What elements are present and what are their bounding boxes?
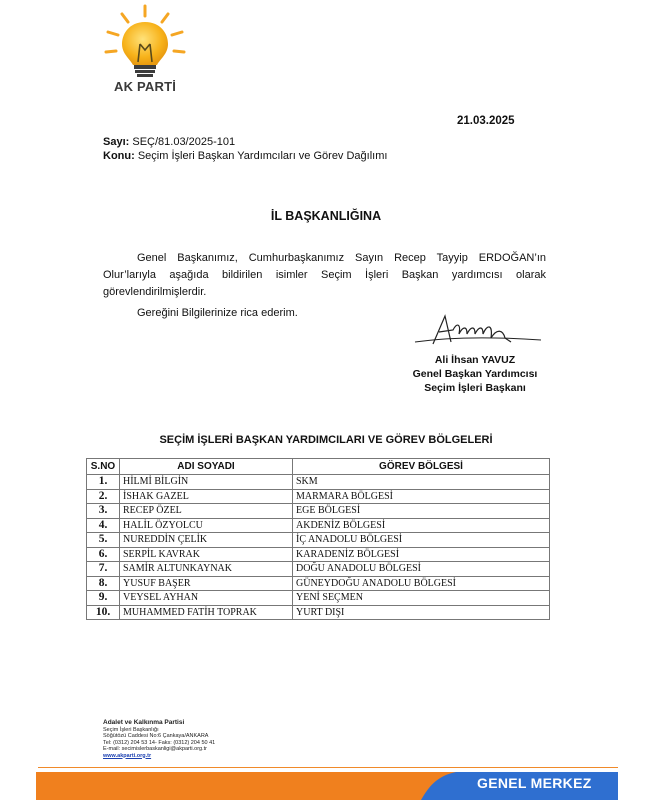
table-row (87, 576, 550, 591)
column-header-no: S.NO (87, 459, 120, 475)
assignments-table (86, 458, 550, 620)
table-row (87, 504, 550, 519)
row-name: VEYSEL AYHAN (120, 591, 293, 606)
row-region: İÇ ANADOLU BÖLGESİ (293, 533, 550, 548)
row-region: DOĞU ANADOLU BÖLGESİ (293, 562, 550, 577)
row-number: 10. (87, 605, 120, 620)
row-name: NUREDDİN ÇELİK (120, 533, 293, 548)
table-row (87, 518, 550, 533)
row-number: 8. (87, 576, 120, 591)
row-name: HİLMİ BİLGİN (120, 475, 293, 490)
footer-band-text: GENEL MERKEZ (477, 775, 592, 791)
reference-number (103, 135, 387, 149)
row-number: 2. (87, 489, 120, 504)
row-name: YUSUF BAŞER (120, 576, 293, 591)
column-header-region: GÖREV BÖLGESİ (293, 459, 550, 475)
footer-phone: Tel: (0312) 204 53 14- Faks: (0312) 204 50 41 (103, 739, 216, 746)
row-number: 7. (87, 562, 120, 577)
row-name: İSHAK GAZEL (120, 489, 293, 504)
table-row (87, 533, 550, 548)
signer-title: Genel Başkan Yardımcısı (412, 368, 538, 380)
row-region: GÜNEYDOĞU ANADOLU BÖLGESİ (293, 576, 550, 591)
row-region: YENİ SEÇMEN (293, 591, 550, 606)
table-row (87, 562, 550, 577)
footer-website-link[interactable]: www.akparti.org.tr (103, 752, 152, 759)
row-name: SAMİR ALTUNKAYNAK (120, 562, 293, 577)
document-meta (103, 135, 387, 163)
row-number: 1. (87, 475, 120, 490)
letter-body: Genel Başkanımız, Cumhurbaşkanımız Sayın Recep Tayyip ERDOĞAN’ın Olur’larıyla aşağıda bildirilen isimler Seçim İşleri Başkan yardımcısı olarak görevlendirilmişlerdir. (103, 252, 546, 298)
footer-dept: Seçim İşleri Başkanlığı (103, 726, 159, 733)
row-number: 5. (87, 533, 120, 548)
table-header-row (87, 459, 550, 475)
footer-divider (38, 767, 618, 768)
document-date: 21.03.2025 (457, 115, 515, 127)
reference-label: Sayı: (103, 136, 130, 148)
table-title: SEÇİM İŞLERİ BAŞKAN YARDIMCILARI VE GÖREV BÖLGELERİ (159, 434, 493, 446)
signer-block (400, 353, 550, 395)
footer-address: Söğütözü Caddesi No:6 Çankaya/ANKARA (103, 733, 209, 739)
signer-department: Seçim İşleri Başkanı (424, 382, 526, 394)
row-region: EGE BÖLGESİ (293, 504, 550, 519)
table-row (87, 547, 550, 562)
subject-value: Seçim İşleri Başkan Yardımcıları ve Görev Dağılımı (137, 150, 388, 162)
addressee-heading: İL BAŞKANLIĞINA (270, 209, 382, 223)
row-region: KARADENİZ BÖLGESİ (293, 547, 550, 562)
table-row (87, 591, 550, 606)
row-number: 9. (87, 591, 120, 606)
logo-text: AK PARTİ (114, 79, 177, 94)
footer-org: Adalet ve Kalkınma Partisi (103, 719, 185, 726)
row-number: 4. (87, 518, 120, 533)
subject-label: Konu: (103, 150, 135, 162)
column-header-name: ADI SOYADI (120, 459, 293, 475)
row-name: SERPİL KAVRAK (120, 547, 293, 562)
table-row (87, 475, 550, 490)
reference-value: SEÇ/81.03/2025-101 (132, 136, 236, 148)
signature-icon (413, 312, 543, 352)
row-number: 6. (87, 547, 120, 562)
row-region: AKDENİZ BÖLGESİ (293, 518, 550, 533)
footer-email: E-mail: secimislerbaskanligi@akparti.org.tr (103, 746, 208, 752)
row-number: 3. (87, 504, 120, 519)
footer-contact (103, 720, 215, 759)
row-name: RECEP ÖZEL (120, 504, 293, 519)
letter-closing: Gereğini Bilgilerinize rica ederim. (137, 307, 298, 319)
row-name: HALİL ÖZYOLCU (120, 518, 293, 533)
row-region: MARMARA BÖLGESİ (293, 489, 550, 504)
subject (103, 149, 387, 163)
row-region: YURT DIŞI (293, 605, 550, 620)
signer-name: Ali İhsan YAVUZ (434, 354, 516, 366)
table-row (87, 489, 550, 504)
row-region: SKM (293, 475, 550, 490)
row-name: MUHAMMED FATİH TOPRAK (120, 605, 293, 620)
table-row (87, 605, 550, 620)
